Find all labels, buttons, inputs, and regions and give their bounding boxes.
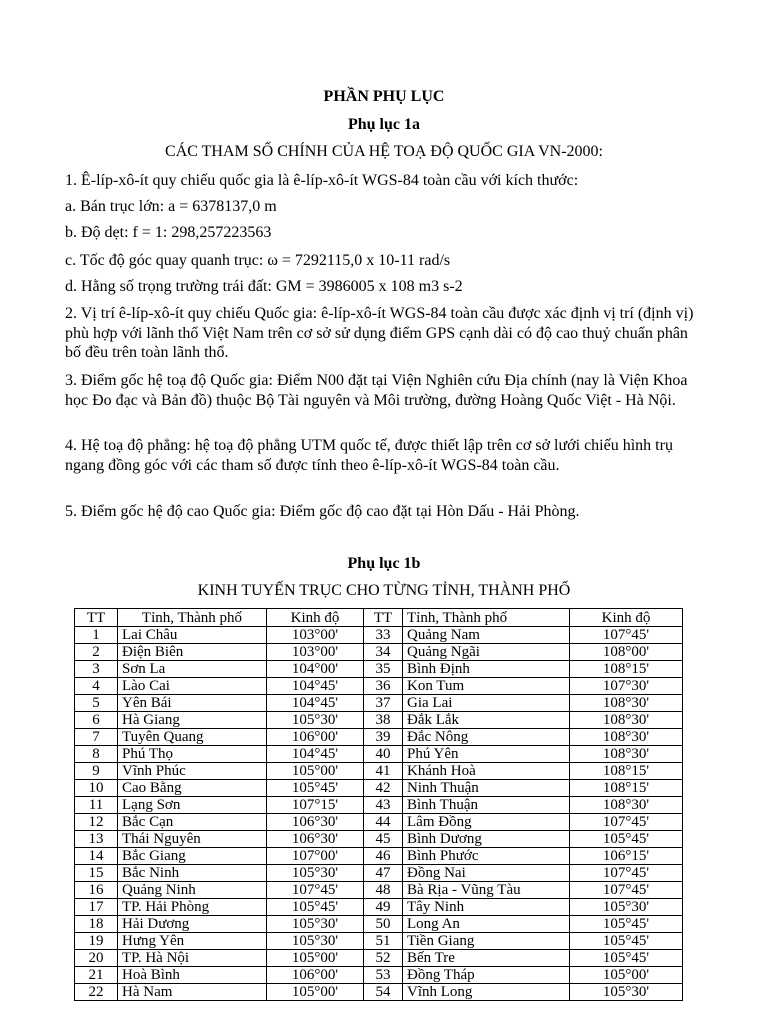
cell-province: Lai Châu — [118, 627, 267, 644]
cell-tt-2: 53 — [364, 967, 403, 984]
col-header-longitude: Kinh độ — [267, 609, 364, 627]
cell-province: Bắc Cạn — [118, 814, 267, 831]
table-row — [75, 729, 683, 746]
paragraph-3: 3. Điểm gốc hệ toạ độ Quốc gia: Điểm N00 đặt tại Viện Nghiên cứu Địa chính (nay là Viện Khoa học Đo đạc và Bản đồ) thuộc Bộ Tài nguyên và Môi trường, đường Hoàng Quốc Việt - Hà Nội. — [65, 372, 688, 409]
cell-province-2: Phú Yên — [403, 746, 570, 763]
cell-province-2: Tây Ninh — [403, 899, 570, 916]
col-header-tt: TT — [75, 609, 118, 627]
cell-tt-2: 39 — [364, 729, 403, 746]
cell-tt: 1 — [75, 627, 118, 644]
cell-longitude-2: 105°45' — [570, 950, 683, 967]
cell-tt: 15 — [75, 865, 118, 882]
cell-longitude-2: 108°30' — [570, 797, 683, 814]
cell-tt: 11 — [75, 797, 118, 814]
cell-tt-2: 48 — [364, 882, 403, 899]
cell-longitude: 105°30' — [267, 933, 364, 950]
cell-longitude: 105°00' — [267, 950, 364, 967]
cell-longitude: 106°00' — [267, 967, 364, 984]
paragraph-1c: c. Tốc độ góc quay quanh trục: ω = 7292115,0 x 10-11 rad/s — [65, 252, 451, 269]
meridian-table — [74, 608, 683, 1001]
table-row — [75, 984, 683, 1001]
cell-tt-2: 41 — [364, 763, 403, 780]
table-header-row — [75, 609, 683, 627]
table-row — [75, 865, 683, 882]
cell-tt: 21 — [75, 967, 118, 984]
table-row — [75, 882, 683, 899]
table-row — [75, 899, 683, 916]
table-row — [75, 780, 683, 797]
cell-tt-2: 34 — [364, 644, 403, 661]
table-row — [75, 967, 683, 984]
cell-longitude: 105°30' — [267, 712, 364, 729]
cell-longitude-2: 108°30' — [570, 712, 683, 729]
table-row — [75, 797, 683, 814]
cell-tt: 14 — [75, 848, 118, 865]
table-row — [75, 678, 683, 695]
table-row — [75, 950, 683, 967]
cell-longitude-2: 107°45' — [570, 882, 683, 899]
table-row — [75, 916, 683, 933]
cell-tt-2: 44 — [364, 814, 403, 831]
cell-longitude: 106°00' — [267, 729, 364, 746]
cell-tt-2: 49 — [364, 899, 403, 916]
cell-longitude-2: 105°45' — [570, 831, 683, 848]
cell-longitude-2: 107°45' — [570, 814, 683, 831]
table-row — [75, 933, 683, 950]
cell-province: Phú Thọ — [118, 746, 267, 763]
table-row — [75, 712, 683, 729]
cell-tt-2: 33 — [364, 627, 403, 644]
cell-province-2: Ninh Thuận — [403, 780, 570, 797]
cell-tt-2: 38 — [364, 712, 403, 729]
cell-longitude: 104°45' — [267, 746, 364, 763]
cell-longitude: 103°00' — [267, 627, 364, 644]
cell-longitude: 106°30' — [267, 814, 364, 831]
cell-province: Quảng Ninh — [118, 882, 267, 899]
cell-province-2: Đồng Tháp — [403, 967, 570, 984]
cell-tt: 12 — [75, 814, 118, 831]
cell-province-2: Vĩnh Long — [403, 984, 570, 1001]
cell-tt: 20 — [75, 950, 118, 967]
cell-longitude: 107°15' — [267, 797, 364, 814]
cell-province-2: Đắc Nông — [403, 729, 570, 746]
table-row — [75, 644, 683, 661]
cell-province-2: Đồng Nai — [403, 865, 570, 882]
table-body — [75, 627, 683, 1001]
cell-longitude: 104°00' — [267, 661, 364, 678]
cell-province-2: Khánh Hoà — [403, 763, 570, 780]
cell-tt-2: 36 — [364, 678, 403, 695]
cell-longitude-2: 106°15' — [570, 848, 683, 865]
paragraph-2: 2. Vị trí ê-líp-xô-ít quy chiếu Quốc gia: ê-líp-xô-ít WGS-84 toàn cầu được xác định vị trí (định vị) phù hợp với lãnh thổ Việt Nam trên cơ sở sử dụng điểm GPS cạnh dài có độ cao thuỷ chuẩn phân bố đều trên toàn lãnh thổ. — [65, 305, 694, 361]
cell-longitude: 105°30' — [267, 865, 364, 882]
cell-province-2: Quảng Ngãi — [403, 644, 570, 661]
cell-longitude-2: 105°30' — [570, 984, 683, 1001]
cell-longitude-2: 107°45' — [570, 627, 683, 644]
cell-tt: 19 — [75, 933, 118, 950]
cell-province-2: Tiền Giang — [403, 933, 570, 950]
cell-longitude: 106°30' — [267, 831, 364, 848]
cell-longitude: 105°45' — [267, 780, 364, 797]
cell-province-2: Đắk Lắk — [403, 712, 570, 729]
cell-longitude: 105°30' — [267, 916, 364, 933]
cell-province: Bắc Giang — [118, 848, 267, 865]
cell-province: Hưng Yên — [118, 933, 267, 950]
cell-province: Bắc Ninh — [118, 865, 267, 882]
cell-longitude-2: 108°30' — [570, 729, 683, 746]
cell-province-2: Bà Rịa - Vũng Tàu — [403, 882, 570, 899]
col-header-province: Tỉnh, Thành phố — [118, 609, 267, 627]
cell-longitude-2: 108°15' — [570, 661, 683, 678]
cell-longitude-2: 108°15' — [570, 780, 683, 797]
cell-province-2: Long An — [403, 916, 570, 933]
cell-tt: 10 — [75, 780, 118, 797]
paragraph-4: 4. Hệ toạ độ phẳng: hệ toạ độ phẳng UTM quốc tế, được thiết lập trên cơ sở lưới chiếu hình trụ ngang đồng góc với các tham số được tính theo ê-líp-xô-ít WGS-84 toàn cầu. — [65, 437, 673, 474]
cell-tt: 4 — [75, 678, 118, 695]
paragraph-5: 5. Điểm gốc hệ độ cao Quốc gia: Điểm gốc độ cao đặt tại Hòn Dấu - Hải Phòng. — [65, 503, 580, 520]
cell-tt: 7 — [75, 729, 118, 746]
cell-longitude: 103°00' — [267, 644, 364, 661]
cell-tt: 3 — [75, 661, 118, 678]
cell-tt-2: 51 — [364, 933, 403, 950]
cell-longitude: 105°00' — [267, 763, 364, 780]
cell-province-2: Bến Tre — [403, 950, 570, 967]
cell-province: Hà Nam — [118, 984, 267, 1001]
cell-province: Yên Bái — [118, 695, 267, 712]
cell-tt: 16 — [75, 882, 118, 899]
cell-province: Thái Nguyên — [118, 831, 267, 848]
cell-tt-2: 42 — [364, 780, 403, 797]
cell-province: Điện Biên — [118, 644, 267, 661]
cell-tt: 6 — [75, 712, 118, 729]
cell-tt-2: 45 — [364, 831, 403, 848]
cell-tt: 2 — [75, 644, 118, 661]
cell-longitude: 105°00' — [267, 984, 364, 1001]
cell-tt-2: 46 — [364, 848, 403, 865]
cell-province-2: Bình Dương — [403, 831, 570, 848]
table-row — [75, 627, 683, 644]
cell-longitude-2: 107°30' — [570, 678, 683, 695]
cell-province: Sơn La — [118, 661, 267, 678]
cell-tt: 18 — [75, 916, 118, 933]
cell-longitude: 104°45' — [267, 695, 364, 712]
cell-province: Tuyên Quang — [118, 729, 267, 746]
cell-tt: 22 — [75, 984, 118, 1001]
cell-longitude-2: 108°00' — [570, 644, 683, 661]
cell-province: Hà Giang — [118, 712, 267, 729]
col-header-tt-2: TT — [364, 609, 403, 627]
cell-province-2: Kon Tum — [403, 678, 570, 695]
appendix-1a-caption: CÁC THAM SỐ CHÍNH CỦA HỆ TOẠ ĐỘ QUỐC GIA VN-2000: — [165, 143, 603, 160]
cell-province-2: Lâm Đồng — [403, 814, 570, 831]
cell-province-2: Quảng Nam — [403, 627, 570, 644]
cell-tt: 13 — [75, 831, 118, 848]
table-row — [75, 763, 683, 780]
cell-longitude-2: 108°30' — [570, 695, 683, 712]
cell-tt-2: 40 — [364, 746, 403, 763]
cell-province-2: Gia Lai — [403, 695, 570, 712]
cell-longitude: 107°00' — [267, 848, 364, 865]
cell-tt-2: 54 — [364, 984, 403, 1001]
cell-province-2: Bình Phước — [403, 848, 570, 865]
paragraph-1b: b. Độ dẹt: f = 1: 298,257223563 — [65, 224, 272, 241]
cell-tt-2: 37 — [364, 695, 403, 712]
cell-province: Cao Bằng — [118, 780, 267, 797]
cell-longitude-2: 108°30' — [570, 746, 683, 763]
cell-tt-2: 47 — [364, 865, 403, 882]
col-header-province-2: Tỉnh, Thành phố — [403, 609, 570, 627]
cell-tt: 5 — [75, 695, 118, 712]
cell-province: Hoà Bình — [118, 967, 267, 984]
cell-province: Vĩnh Phúc — [118, 763, 267, 780]
cell-tt: 8 — [75, 746, 118, 763]
cell-province: TP. Hà Nội — [118, 950, 267, 967]
cell-tt-2: 52 — [364, 950, 403, 967]
paragraph-1d: d. Hằng số trọng trường trái đất: GM = 3986005 x 108 m3 s-2 — [65, 278, 463, 295]
appendix-1a-heading: Phụ lục 1a — [347, 116, 420, 133]
cell-province: Hải Dương — [118, 916, 267, 933]
cell-longitude-2: 105°45' — [570, 933, 683, 950]
table-row — [75, 695, 683, 712]
cell-longitude-2: 105°30' — [570, 899, 683, 916]
cell-tt-2: 50 — [364, 916, 403, 933]
cell-tt: 17 — [75, 899, 118, 916]
appendix-1b-heading: Phụ lục 1b — [347, 555, 421, 572]
cell-province-2: Bình Thuận — [403, 797, 570, 814]
table-row — [75, 661, 683, 678]
cell-tt: 9 — [75, 763, 118, 780]
table-row — [75, 814, 683, 831]
table-row — [75, 848, 683, 865]
cell-tt-2: 43 — [364, 797, 403, 814]
col-header-longitude-2: Kinh độ — [570, 609, 683, 627]
cell-tt-2: 35 — [364, 661, 403, 678]
cell-longitude-2: 108°15' — [570, 763, 683, 780]
cell-longitude: 107°45' — [267, 882, 364, 899]
cell-longitude-2: 105°00' — [570, 967, 683, 984]
cell-province: Lạng Sơn — [118, 797, 267, 814]
cell-longitude: 104°45' — [267, 678, 364, 695]
cell-longitude-2: 105°45' — [570, 916, 683, 933]
appendix-title: PHẦN PHỤ LỤC — [323, 88, 445, 105]
cell-longitude-2: 107°45' — [570, 865, 683, 882]
cell-province-2: Bình Định — [403, 661, 570, 678]
cell-province: Lào Cai — [118, 678, 267, 695]
cell-province: TP. Hải Phòng — [118, 899, 267, 916]
paragraph-1: 1. Ê-líp-xô-ít quy chiếu quốc gia là ê-líp-xô-ít WGS-84 toàn cầu với kích thước: — [65, 172, 579, 189]
paragraph-1a: a. Bán trục lớn: a = 6378137,0 m — [65, 198, 277, 215]
cell-longitude: 105°45' — [267, 899, 364, 916]
table-row — [75, 746, 683, 763]
table-row — [75, 831, 683, 848]
appendix-1b-caption: KINH TUYẾN TRỤC CHO TỪNG TỈNH, THÀNH PHỐ — [197, 582, 571, 599]
